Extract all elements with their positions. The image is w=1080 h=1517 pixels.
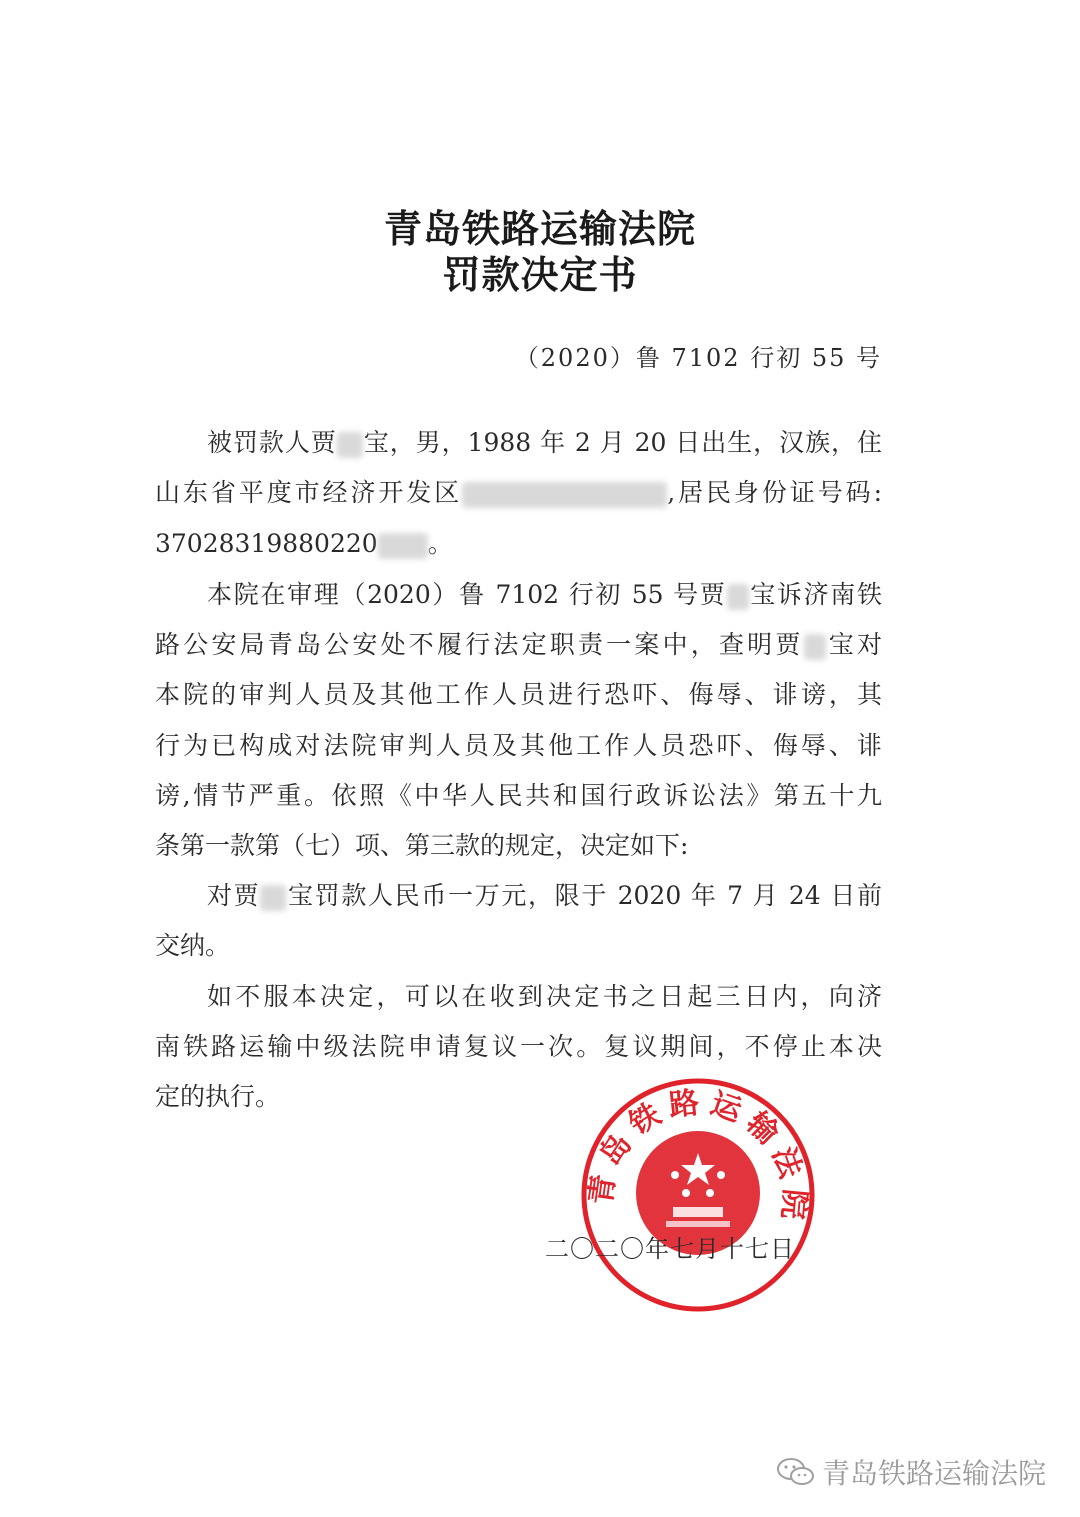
text: 对贾 — [207, 881, 261, 910]
court-name-title: 青岛铁路运输法院 — [383, 206, 696, 251]
wechat-icon — [776, 1456, 816, 1488]
body-line — [155, 476, 882, 510]
body-line — [207, 578, 882, 612]
text: 宝诉济南铁 — [748, 580, 882, 609]
redaction — [260, 885, 286, 911]
body-line: 行为已构成对法院审判人员及其他工作人员恐吓、侮辱、诽 — [155, 731, 882, 760]
redaction — [337, 432, 363, 458]
text: 宝，男，1988 年 2 月 20 日出生，汉族，住 — [362, 428, 882, 457]
body-line — [155, 527, 882, 561]
issue-date: 二〇二〇年七月十七日 — [545, 1235, 795, 1263]
body-line: 本院的审判人员及其他工作人员进行恐吓、侮辱、诽谤，其 — [155, 680, 882, 709]
body-line: 交纳。 — [155, 931, 231, 960]
body-line — [207, 879, 882, 913]
watermark-text: 青岛铁路运输法院 — [821, 1457, 1046, 1490]
text: 37028319880220 — [155, 529, 378, 558]
body-line — [155, 628, 882, 662]
text: 路公安局青岛公安处不履行法定职责一案中，查明贾 — [155, 630, 804, 659]
text: 。 — [427, 529, 453, 558]
text: 被罚款人贾 — [207, 428, 337, 457]
case-number: （2020）鲁 7102 行初 55 号 — [514, 344, 882, 372]
redaction — [804, 634, 826, 660]
body-line: 条第一款第（七）项、第三款的规定，决定如下: — [155, 831, 689, 860]
redaction — [378, 533, 428, 559]
body-line — [207, 426, 882, 460]
svg-text:青岛铁路运输法院: 青岛铁路运输法院 — [583, 1084, 813, 1229]
body-line: 南铁路运输中级法院申请复议一次。复议期间，不停止本决 — [155, 1032, 882, 1061]
text: ,居民身份证号码: — [667, 478, 882, 507]
body-line: 如不服本决定，可以在收到决定书之日起三日内，向济 — [207, 982, 882, 1011]
court-seal-stamp — [578, 1075, 818, 1315]
body-line: 谤,情节严重。依照《中华人民共和国行政诉讼法》第五十九 — [155, 781, 882, 810]
wechat-watermark — [776, 1452, 1046, 1492]
text: 山东省平度市经济开发区 — [155, 478, 463, 507]
text: 宝罚款人民币一万元，限于 2020 年 7 月 24 日前 — [286, 881, 882, 910]
text: 本院在审理（2020）鲁 7102 行初 55 号贾 — [207, 580, 727, 609]
document-type-title: 罚款决定书 — [442, 252, 638, 297]
redaction — [462, 482, 667, 508]
redaction — [727, 584, 749, 610]
body-line: 定的执行。 — [155, 1082, 281, 1111]
text: 宝对 — [825, 630, 882, 659]
